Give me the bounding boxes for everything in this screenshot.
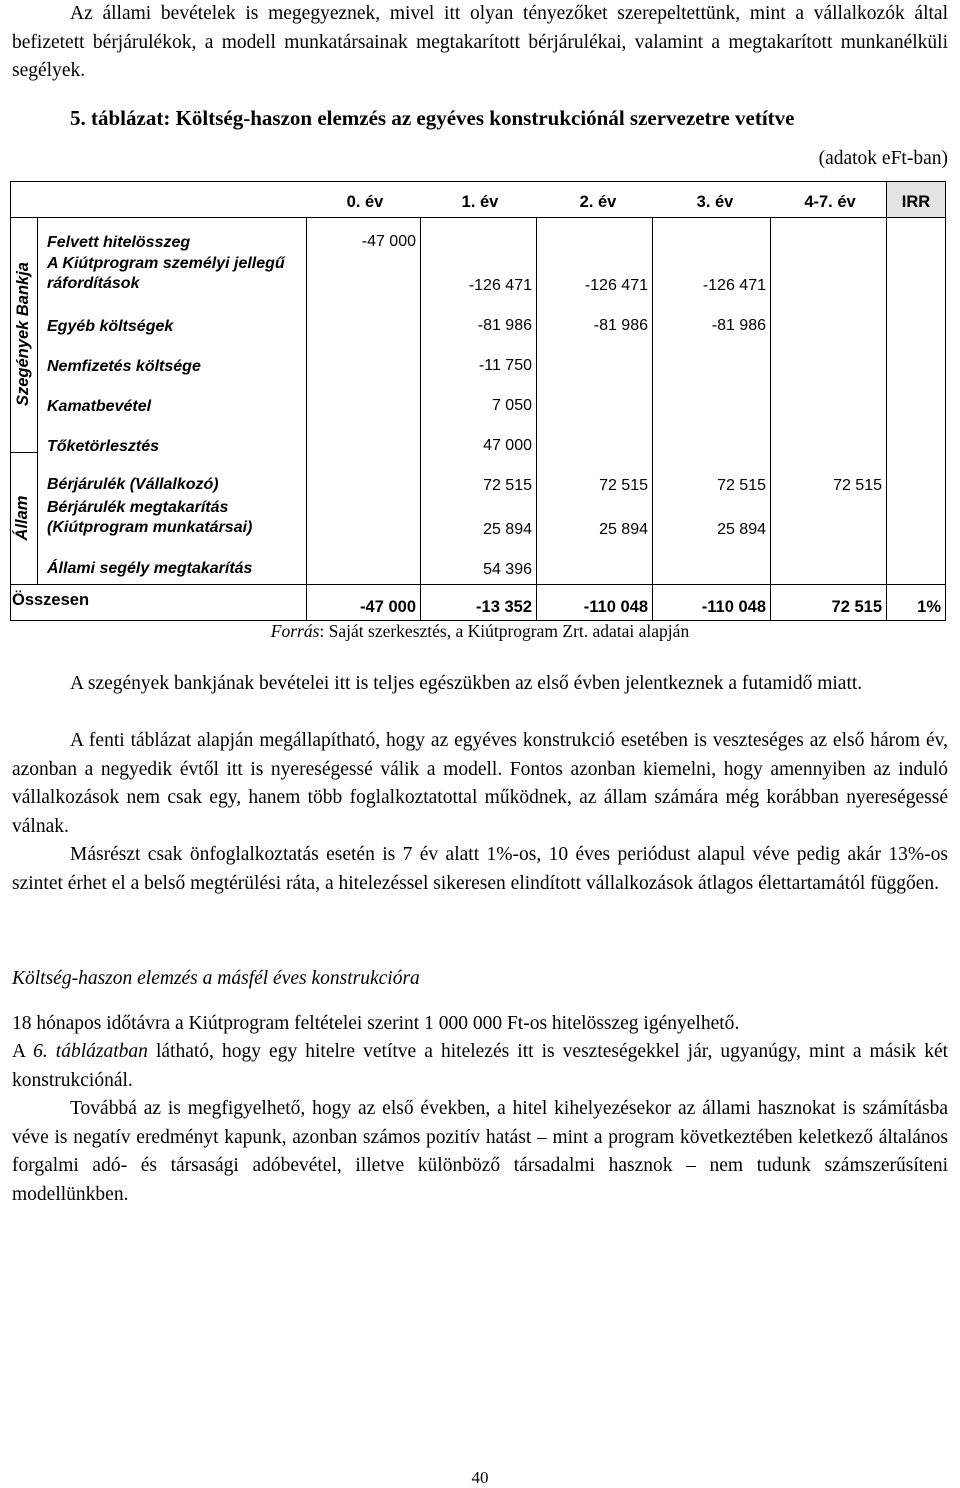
intro-paragraph: Az állami bevételek is megegyeznek, mivel itt olyan tényezőket szerepeltettünk, mint a vállalkozók által befizetett bérjárulékok, a modell munkatársainak megtakarított bérjárulékai, valamint a megtakarított munkanélküli segélyek. <box>12 3 948 81</box>
section-title: Költség-haszon elemzés a másfél éves konstrukcióra <box>12 968 420 989</box>
row-label: Nemfizetés költsége <box>47 358 201 375</box>
row-label: A Kiútprogram személyi jellegű ráfordítások <box>47 255 285 292</box>
body-paragraph: A szegények bankjának bevételei itt is teljes egészükben az első évben jelentkeznek a futamidő miatt. <box>70 673 863 694</box>
section-text: látható, hogy egy hitelre vetítve a hitelezés itt is veszteségekkel jár, ugyanúgy, mint a másik két konstrukciónál. <box>12 1041 949 1091</box>
col-header-year3: 3. év <box>696 193 734 211</box>
col-header-year2: 2. év <box>579 193 617 211</box>
col-header-year0: 0. év <box>346 193 384 211</box>
source-text: : Saját szerkesztés, a Kiútprogram Zrt. adatai alapján <box>319 621 690 641</box>
row-label: Egyéb költségek <box>47 318 174 335</box>
row-label: Állami segély megtakarítás <box>47 560 253 577</box>
table-cell: 25 894 <box>483 521 532 538</box>
col-header-irr: IRR <box>901 193 931 211</box>
body-paragraph: A fenti táblázat alapján megállapítható, hogy az egyéves konstrukció esetében is veszteséges az első három év, azonban a negyedik évtől itt is nyereségessé válik a modell. Fontos azonban kiemelni, hogy amennyiben az induló vállalkozások nem csak egy, hanem több foglalkoztatottal működnek, az állam számára még korábban nyereségessé válnak. <box>12 730 948 837</box>
total-cell: -110 048 <box>701 598 766 616</box>
group-label-state: Állam <box>13 495 31 541</box>
page-number: 40 <box>471 1468 489 1487</box>
total-label: Összesen <box>12 591 90 609</box>
section-paragraph: 18 hónapos időtávra a Kiútprogram feltételei szerint 1 000 000 Ft-os hitelösszeg igényelhető. <box>12 1013 740 1034</box>
table-caption: 5. táblázat: Költség-haszon elemzés az egyéves konstrukciónál szervezetre vetítve <box>70 106 795 130</box>
table-cell: -81 986 <box>593 317 648 334</box>
section-text: A <box>12 1041 26 1062</box>
table-cell: -11 750 <box>478 357 532 374</box>
cost-benefit-table <box>10 181 956 621</box>
row-label: Bérjárulék (Vállalkozó) <box>47 476 219 493</box>
table-cell: 7 050 <box>491 397 532 414</box>
table-cell: 25 894 <box>599 521 648 538</box>
total-cell: -13 352 <box>476 598 532 616</box>
section-paragraph <box>12 1038 948 1095</box>
total-cell: 72 515 <box>831 598 882 616</box>
table-cell: 72 515 <box>833 477 882 494</box>
table-cell: -126 471 <box>584 277 648 294</box>
col-header-year4-7: 4-7. év <box>804 193 856 211</box>
section-paragraph: Továbbá az is megfigyelhető, hogy az első években, a hitel kihelyezésekor az állami hasznokat is számításba véve is negatív eredményt kapunk, azonban számos pozitív hatást – mint a program következtében keletkező általános forgalmi adó- és társasági adóbevétel, illetve különböző társadalmi hasznok – nem tudunk számszerűsíteni modellünkben. <box>12 1098 948 1205</box>
table-cell: -81 986 <box>477 317 532 334</box>
source-label: Forrás <box>270 621 320 641</box>
unit-note: (adatok eFt-ban) <box>818 148 948 169</box>
body-paragraph: Másrészt csak önfoglalkoztatás esetén is 7 év alatt 1%-os, 10 éves periódust alapul véve pedig akár 13%-os szintet érhet el a belső megtérülési ráta, a hitelezéssel sikeresen elindított vállalkozások átlagos élettartamától függően. <box>12 844 948 894</box>
table-source <box>0 621 960 642</box>
table-cell: -47 000 <box>361 233 416 250</box>
table-cell: -126 471 <box>468 277 532 294</box>
table-cell: -126 471 <box>702 277 766 294</box>
table-cell: 72 515 <box>483 477 532 494</box>
row-label: Bérjárulék megtakarítás (Kiútprogram munkatársai) <box>47 499 253 536</box>
row-label: Felvett hitelösszeg <box>47 234 191 251</box>
col-header-year1: 1. év <box>461 193 499 211</box>
table-reference: 6. táblázatban <box>33 1041 148 1062</box>
total-cell: -110 048 <box>583 598 648 616</box>
total-cell: -47 000 <box>360 598 416 616</box>
row-label: Kamatbevétel <box>47 398 152 415</box>
total-irr: 1% <box>917 598 941 616</box>
table-cell: 47 000 <box>483 437 532 454</box>
group-label-bank: Szegények Bankja <box>14 262 32 406</box>
row-label: Tőketörlesztés <box>47 438 160 455</box>
table-cell: 72 515 <box>599 477 648 494</box>
table-cell: -81 986 <box>711 317 766 334</box>
table-cell: 72 515 <box>717 477 766 494</box>
table-cell: 54 396 <box>483 561 532 578</box>
table-cell: 25 894 <box>717 521 766 538</box>
